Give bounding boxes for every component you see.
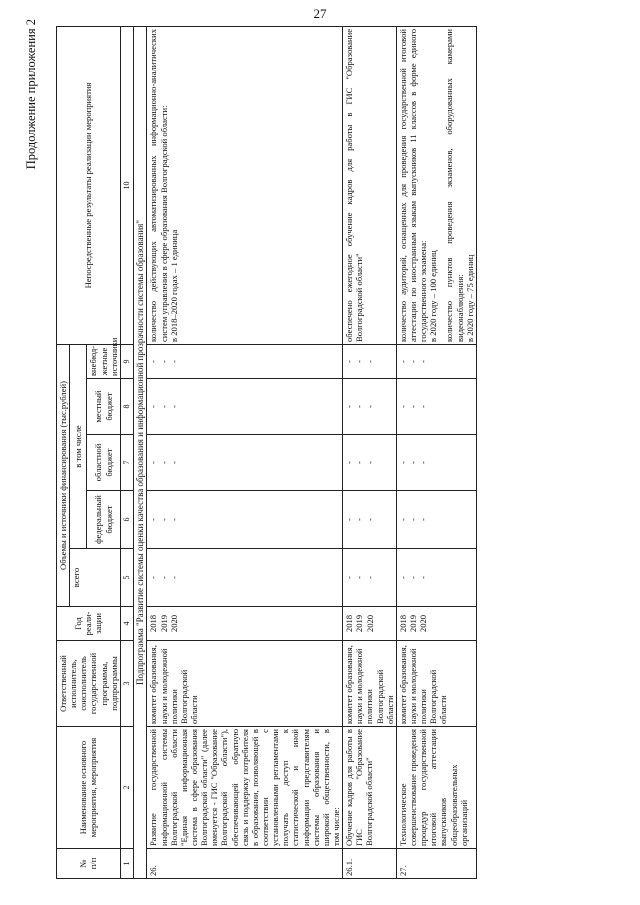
header-federal: федеральный бюджет xyxy=(87,491,120,549)
header-name: Наименование основного мероприятия, мероприятия xyxy=(57,727,121,849)
col-number: 2 xyxy=(120,727,133,849)
cell-total: - - - xyxy=(343,549,397,607)
row-name: Технологическое совершенствование проведения процедур государственной итоговой аттестации выпускников общеобразовательных организаций xyxy=(396,727,476,849)
header-volumes: Объемы и источники финансирования (тыс.рублей) xyxy=(57,344,70,606)
cell-regional: - - - xyxy=(396,435,476,491)
year: 2020 xyxy=(364,614,375,633)
cell-local: - - - xyxy=(343,379,397,435)
year: 2020 xyxy=(168,614,179,633)
cell-regional: - - - xyxy=(343,435,397,491)
row-executor: комитет образования, науки и молодежной политики Волгоградской области xyxy=(343,641,397,727)
table-row xyxy=(147,26,343,878)
cell-federal: - - - xyxy=(147,491,343,549)
col-number: 3 xyxy=(120,641,133,727)
cell-local: - - - xyxy=(147,379,343,435)
program-table xyxy=(56,26,477,879)
rotated-sheet xyxy=(20,13,620,893)
row-result-part: количество пунктов проведения экзаменов, оборудованных камерами видеонаблюдения: в 2020 году – 75 единиц xyxy=(444,28,475,342)
cell-federal: - - - xyxy=(396,491,476,549)
subprogram-row xyxy=(133,26,147,878)
cell-total: - - - xyxy=(147,549,343,607)
row-years xyxy=(396,607,476,641)
cell-extra: - - - xyxy=(343,344,397,378)
col-number: 1 xyxy=(120,849,133,879)
row-years xyxy=(343,607,397,641)
header-total: всего xyxy=(70,549,121,607)
table-row xyxy=(396,26,476,878)
year: 2019 xyxy=(354,614,365,633)
row-result: обеспечено ежегодное обучение кадров для работы в ГИС "Образование Волгоградской области" xyxy=(343,26,397,344)
cell-extra: - - - xyxy=(147,344,343,378)
header-year: Год реали-зации xyxy=(57,607,121,641)
col-number: 5 xyxy=(120,549,133,607)
header-local: местный бюджет xyxy=(87,379,120,435)
row-num: 26. xyxy=(147,849,343,879)
year: 2020 xyxy=(418,614,429,633)
header-num: № п/п xyxy=(57,849,121,879)
row-result-part: количество аудиторий, оснащенных для проведения государственной итоговой аттестации по иностранным языкам выпускников 11 классов в форме единого государственного экзамена: в 2020 году – 100 единиц xyxy=(397,28,439,342)
year: 2019 xyxy=(408,614,419,633)
subprogram-title: Подпрограмма "Развитие системы оценки качества образования и информационной прозрачности системы образования" xyxy=(133,26,147,878)
header-extra: внебюд-жетные источники xyxy=(87,344,120,378)
row-name: Обучение кадров для работы в ГИС "Образование Волгоградской области" xyxy=(343,727,397,849)
col-number: 10 xyxy=(120,26,133,344)
col-number: 6 xyxy=(120,491,133,549)
col-number: 8 xyxy=(120,379,133,435)
cell-extra: - - - xyxy=(396,344,476,378)
year: 2018 xyxy=(148,614,159,633)
header-executor: Ответственный исполнитель, соисполнитель государственной программы, подпрограммы xyxy=(57,641,121,727)
year: 2018 xyxy=(344,614,355,633)
row-num: 27. xyxy=(396,849,476,879)
cell-total: - - - xyxy=(396,549,476,607)
col-number: 7 xyxy=(120,435,133,491)
continuation-label: Продолжение приложения 2 xyxy=(24,19,38,170)
table-row xyxy=(343,26,397,878)
year: 2018 xyxy=(397,614,408,633)
row-result xyxy=(396,26,476,344)
cell-local: - - - xyxy=(396,379,476,435)
header-regional: областной бюджет xyxy=(87,435,120,491)
column-number-row xyxy=(120,26,133,878)
row-years xyxy=(147,607,343,641)
cell-regional: - - - xyxy=(147,435,343,491)
row-name: Развитие государственной информационной системы Волгоградской области "Единая информационная система в сфере образования Волгоградской области" (далее именуется - ГИС "Образование Волгоградской области"), обеспечивающей обратную связь и поддержку потребителя в образовании, позволяющей в соответствии с установленными регламентами получать доступ к статистической и иной информации представителям системы образования и широкой общественности, в том числе: xyxy=(147,727,343,849)
row-executor: комитет образования, науки и молодежной политики Волгоградской области xyxy=(396,641,476,727)
cell-federal: - - - xyxy=(343,491,397,549)
col-number: 9 xyxy=(120,344,133,378)
header-including: в том числе xyxy=(70,344,87,548)
col-number: 4 xyxy=(120,607,133,641)
page-number: 27 xyxy=(313,6,327,21)
header-results: Непосредственные результаты реализации мероприятия xyxy=(57,26,121,344)
row-result: количество действующих автоматизированных информационно-аналитических систем управления в сфере образования Волгоградской области: в 2018–2020 годах – 1 единица xyxy=(147,26,343,344)
row-num: 26.1. xyxy=(343,849,397,879)
year: 2019 xyxy=(158,614,169,633)
row-executor: комитет образования, науки и молодежной политики Волгоградской области xyxy=(147,641,343,727)
